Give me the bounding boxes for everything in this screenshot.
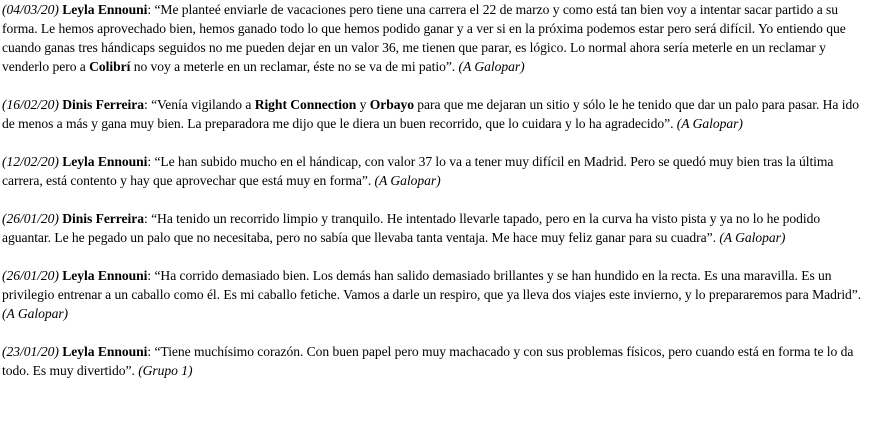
quote-text: “Venía vigilando a xyxy=(147,97,255,112)
quote-colon: : xyxy=(147,154,152,169)
quote-colon: : xyxy=(147,268,152,283)
quote-text: “Tiene muchísimo corazón. Con buen papel pero muy machacado y con sus problemas físicos, pero cuando está en forma te lo da todo. Es muy divertido”. xyxy=(2,344,854,378)
quote-source: (Grupo 1) xyxy=(138,363,193,378)
quote-date: (23/01/20) xyxy=(2,344,59,359)
quote-colon: : xyxy=(143,97,148,112)
quote-entry xyxy=(2,342,870,380)
quote-date: (04/03/20) xyxy=(2,2,59,17)
quote-colon: : xyxy=(147,344,152,359)
quote-source: (A Galopar) xyxy=(458,59,525,74)
quote-text: “Me planteé enviarle de vacaciones pero tiene una carrera el 22 de marzo y como está tan bien voy a intentar sacar partido a su forma. Le hemos aprovechado bien, hemos ganado todo lo que hemos podido ganar y a ver si en la próxima podemos estar pero será difícil. Yo entiendo que cuando ganas tres hándicaps seguidos no me pueden dejar en un valor 36, me tienen que parar, es lógico. Lo normal ahora sería meterle en un reclamar y venderlo pero a xyxy=(2,2,846,74)
quote-date: (26/01/20) xyxy=(2,211,59,226)
quote-text: “Le han subido mucho en el hándicap, con valor 37 lo va a tener muy difícil en Madrid. Pero se quedó muy bien tras la última carrera, está contento y hay que aprovechar que está muy en forma”. xyxy=(2,154,834,188)
quote-speaker: Leyla Ennouni xyxy=(62,154,148,169)
horse-name: Colibrí xyxy=(89,59,131,74)
quote-speaker: Leyla Ennouni xyxy=(62,268,148,283)
quote-source: (A Galopar) xyxy=(676,116,743,131)
quote-text: y xyxy=(356,97,370,112)
quote-entry xyxy=(2,209,870,247)
quote-entry xyxy=(2,95,870,133)
quote-entry xyxy=(2,152,870,190)
horse-name: Orbayo xyxy=(369,97,414,112)
quote-speaker: Dinis Ferreira xyxy=(62,211,144,226)
quote-source: (A Galopar) xyxy=(374,173,441,188)
quote-speaker: Leyla Ennouni xyxy=(62,2,148,17)
horse-name: Right Connection xyxy=(254,97,357,112)
quote-source: (A Galopar) xyxy=(2,306,69,321)
quote-colon: : xyxy=(143,211,148,226)
quote-entry xyxy=(2,0,870,76)
quote-date: (26/01/20) xyxy=(2,268,59,283)
quote-text: “Ha corrido demasiado bien. Los demás han salido demasiado brillantes y se han hundido en la recta. Es una maravilla. Es un privilegio entrenar a un caballo como él. Es mi caballo fetiche. Vamos a darle un respiro, que ya lleva dos viajes este invierno, y lo prepararemos para Madrid”. xyxy=(2,268,862,302)
quote-speaker: Dinis Ferreira xyxy=(62,97,144,112)
quote-text: para que me dejaran un sitio y sólo le he tenido que dar un palo para pasar. Ha ido de menos a más y gana muy bien. La preparadora me dijo que le diera un buen recorrido, que lo cuidara y lo ha agradecido”. xyxy=(2,97,859,131)
quote-source: (A Galopar) xyxy=(719,230,786,245)
quote-date: (12/02/20) xyxy=(2,154,59,169)
quote-speaker: Leyla Ennouni xyxy=(62,344,148,359)
quote-colon: : xyxy=(147,2,152,17)
quote-text: “Ha tenido un recorrido limpio y tranquilo. He intentado llevarle tapado, pero en la curva ha visto pista y ya no lo he podido aguantar. Le he pegado un palo que no necesitaba, pero no sabía que llevaba tanta ventaja. Me hace muy feliz ganar para su cuadra”. xyxy=(2,211,821,245)
quote-text: no voy a meterle en un reclamar, éste no se va de mi patio”. xyxy=(130,59,459,74)
quote-entry xyxy=(2,266,870,323)
quote-date: (16/02/20) xyxy=(2,97,59,112)
